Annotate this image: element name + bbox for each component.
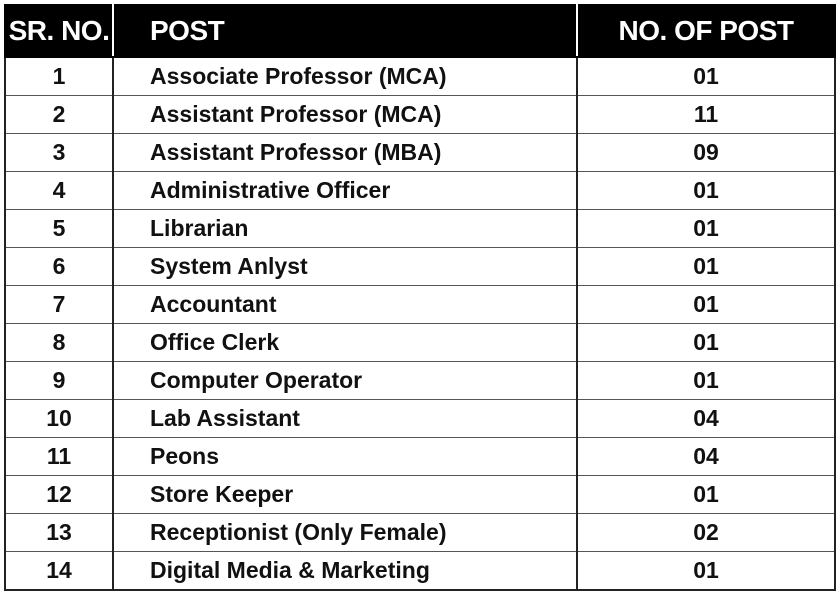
cell-no-of-post: 01 <box>577 552 835 591</box>
cell-no-of-post: 01 <box>577 476 835 514</box>
cell-post: Administrative Officer <box>113 172 577 210</box>
cell-sr-no: 4 <box>5 172 113 210</box>
cell-sr-no: 12 <box>5 476 113 514</box>
cell-sr-no: 9 <box>5 362 113 400</box>
table-row <box>5 96 835 134</box>
cell-no-of-post: 01 <box>577 248 835 286</box>
cell-post: Lab Assistant <box>113 400 577 438</box>
cell-no-of-post: 11 <box>577 96 835 134</box>
cell-post: Computer Operator <box>113 362 577 400</box>
header-no-of-post: NO. OF POST <box>577 5 835 57</box>
cell-sr-no: 2 <box>5 96 113 134</box>
table-row <box>5 476 835 514</box>
table-row <box>5 438 835 476</box>
cell-post: Receptionist (Only Female) <box>113 514 577 552</box>
cell-no-of-post: 01 <box>577 324 835 362</box>
cell-no-of-post: 02 <box>577 514 835 552</box>
cell-no-of-post: 01 <box>577 286 835 324</box>
cell-sr-no: 13 <box>5 514 113 552</box>
table-row <box>5 134 835 172</box>
cell-sr-no: 11 <box>5 438 113 476</box>
cell-post: Accountant <box>113 286 577 324</box>
cell-sr-no: 8 <box>5 324 113 362</box>
table-row <box>5 514 835 552</box>
table-row <box>5 172 835 210</box>
cell-sr-no: 5 <box>5 210 113 248</box>
cell-no-of-post: 04 <box>577 438 835 476</box>
cell-no-of-post: 01 <box>577 172 835 210</box>
table-header <box>5 5 835 57</box>
cell-post: Associate Professor (MCA) <box>113 57 577 96</box>
header-sr-no: SR. NO. <box>5 5 113 57</box>
table-row <box>5 210 835 248</box>
cell-sr-no: 7 <box>5 286 113 324</box>
cell-post: Office Clerk <box>113 324 577 362</box>
table-row <box>5 248 835 286</box>
cell-sr-no: 3 <box>5 134 113 172</box>
table-row <box>5 286 835 324</box>
header-row <box>5 5 835 57</box>
posts-table-container <box>4 4 834 610</box>
cell-post: System Anlyst <box>113 248 577 286</box>
cell-post: Digital Media & Marketing <box>113 552 577 591</box>
table-row <box>5 324 835 362</box>
table-row <box>5 552 835 591</box>
cell-no-of-post: 01 <box>577 210 835 248</box>
cell-post: Librarian <box>113 210 577 248</box>
cell-sr-no: 10 <box>5 400 113 438</box>
table-row <box>5 400 835 438</box>
cell-no-of-post: 01 <box>577 57 835 96</box>
cell-sr-no: 14 <box>5 552 113 591</box>
cell-sr-no: 1 <box>5 57 113 96</box>
header-post: POST <box>113 5 577 57</box>
cell-post: Assistant Professor (MBA) <box>113 134 577 172</box>
cell-no-of-post: 09 <box>577 134 835 172</box>
cell-sr-no: 6 <box>5 248 113 286</box>
posts-table <box>4 4 836 591</box>
cell-post: Store Keeper <box>113 476 577 514</box>
cell-post: Assistant Professor (MCA) <box>113 96 577 134</box>
table-row <box>5 362 835 400</box>
table-row <box>5 57 835 96</box>
cell-no-of-post: 04 <box>577 400 835 438</box>
table-body <box>5 57 835 590</box>
cell-post: Peons <box>113 438 577 476</box>
cell-no-of-post: 01 <box>577 362 835 400</box>
